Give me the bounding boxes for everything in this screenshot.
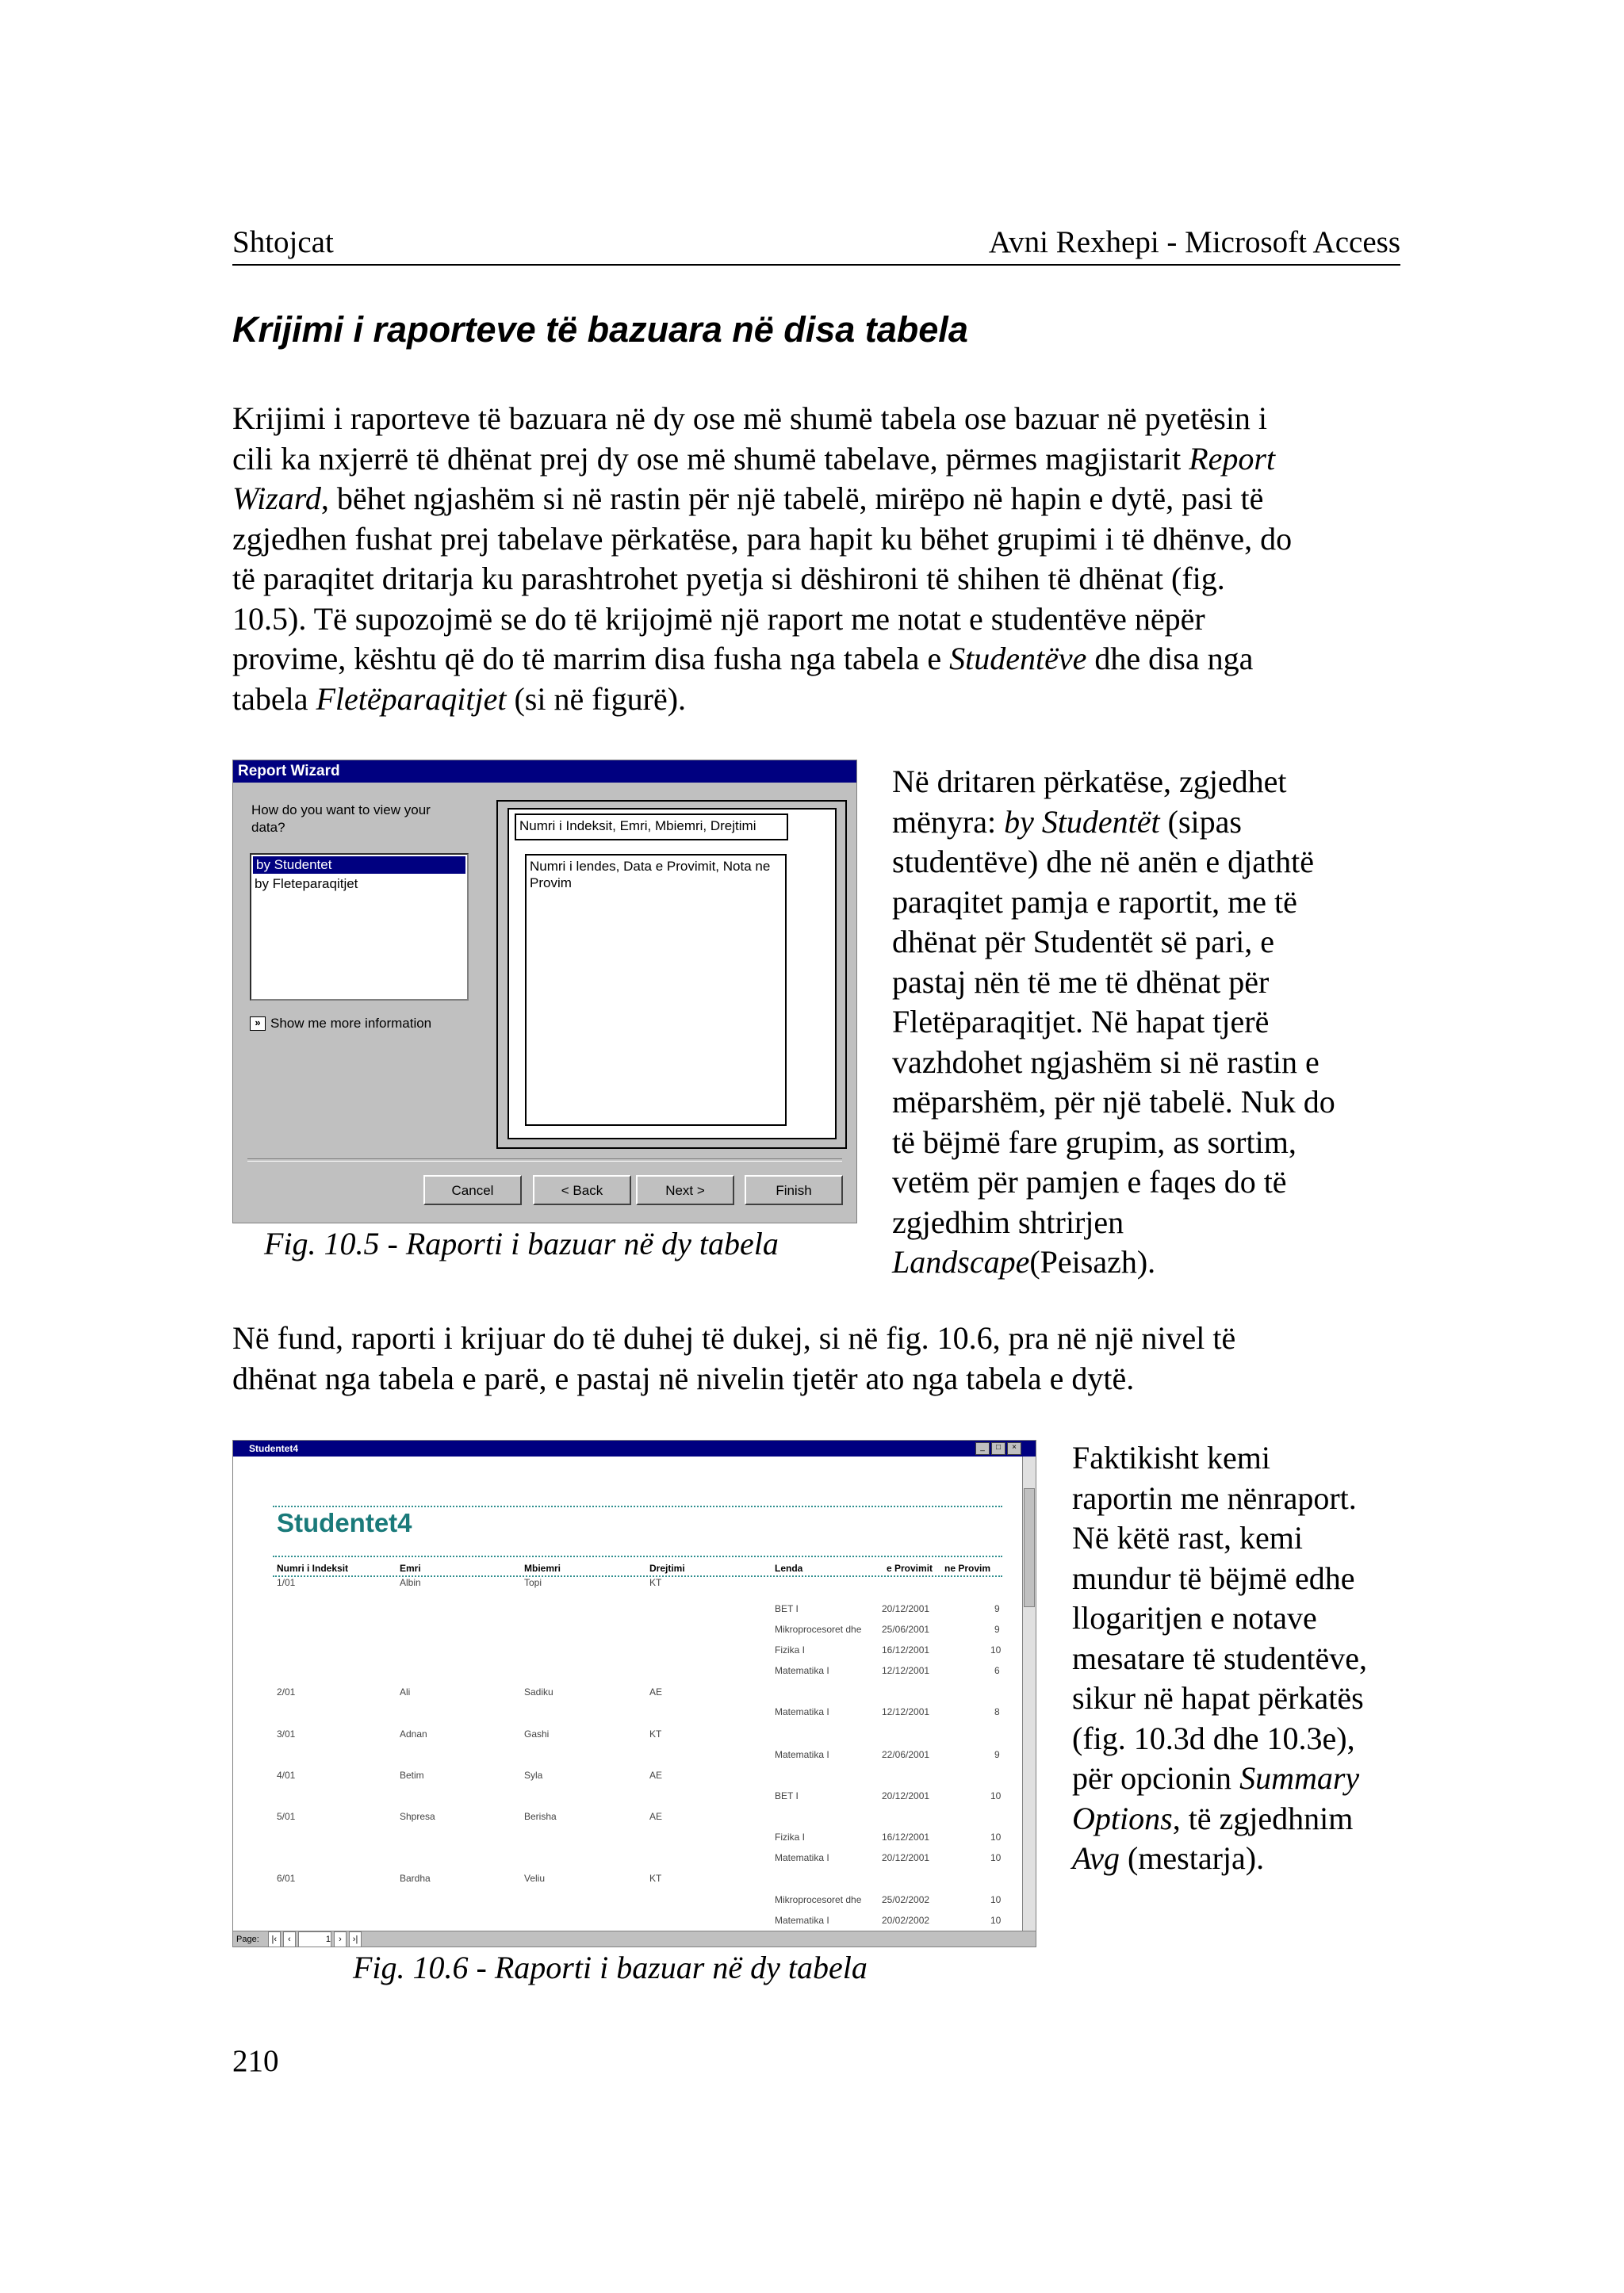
grade-data: 25/06/2001 xyxy=(882,1624,930,1635)
grade-nota: 10 xyxy=(990,1790,1002,1801)
side2-line: Options, të zgjedhnim xyxy=(1072,1800,1354,1836)
student-index: 1/01 xyxy=(277,1577,296,1588)
col-header-mbiemri: Mbiemri xyxy=(524,1563,561,1574)
side-text-2 xyxy=(1072,1438,1413,1879)
side1-line: Në dritaren përkatëse, zgjedhet xyxy=(892,764,1287,799)
preview-detail-fields: Numri i lendes, Data e Provimit, Nota ne Provim xyxy=(525,854,787,1126)
side1-line: studentëve) dhe në anën e djathtë xyxy=(892,844,1314,879)
student-emri: Adnan xyxy=(400,1728,427,1740)
para1-line: të paraqitet dritarja ku parashtrohet pyetja si dëshironi të shihen të dhënat (fig. xyxy=(232,561,1225,596)
figure-caption-10-5: Fig. 10.5 - Raporti i bazuar në dy tabela xyxy=(264,1226,779,1261)
minimize-icon[interactable]: _ xyxy=(975,1442,990,1455)
grade-nota: 9 xyxy=(994,1603,1000,1614)
student-mbiemri: Syla xyxy=(524,1770,543,1781)
side1-line: Fletëparaqitjet. Në hapat tjerë xyxy=(892,1004,1270,1039)
back-button[interactable]: < Back xyxy=(533,1175,631,1205)
grade-nota: 10 xyxy=(990,1894,1002,1905)
show-more-info-label: Show me more information xyxy=(270,1016,432,1031)
col-header-lenda: Lenda xyxy=(775,1563,803,1574)
wizard-question: How do you want to view your data? xyxy=(251,802,431,835)
running-header-right: Avni Rexhepi - Microsoft Access xyxy=(988,225,1400,259)
student-emri: Bardha xyxy=(400,1873,431,1884)
page-navigation-bar xyxy=(233,1931,1036,1947)
student-emri: Ali xyxy=(400,1686,411,1698)
para2-line: Në fund, raporti i krijuar do të duhej të dukej, si në fig. 10.6, pra në një nivel të xyxy=(232,1320,1236,1356)
student-mbiemri: Topi xyxy=(524,1577,542,1588)
side2-line: mundur të bëjmë edhe xyxy=(1072,1560,1355,1596)
grade-data: 16/12/2001 xyxy=(882,1832,930,1843)
side1-line: të bëjmë fare grupim, as sortim, xyxy=(892,1124,1297,1160)
grade-lenda: Mikroprocesoret dhe xyxy=(775,1894,862,1905)
grade-data: 20/12/2001 xyxy=(882,1790,930,1801)
grade-data: 12/12/2001 xyxy=(882,1706,930,1717)
grade-lenda: Matematika I xyxy=(775,1852,829,1863)
grade-nota: 9 xyxy=(994,1624,1000,1635)
expand-more-icon[interactable]: » xyxy=(250,1016,266,1031)
grade-lenda: BET I xyxy=(775,1603,799,1614)
grade-nota: 6 xyxy=(994,1665,1000,1676)
next-page-icon[interactable]: › xyxy=(334,1931,347,1947)
side-text-1 xyxy=(892,762,1415,1283)
preview-group-fields: Numri i Indeksit, Emri, Mbiemri, Drejtimi xyxy=(515,813,788,840)
student-index: 4/01 xyxy=(277,1770,296,1781)
option-by-fleteparaqitjet[interactable]: by Fleteparaqitjet xyxy=(255,876,358,891)
running-header-left: Shtojcat xyxy=(232,225,334,259)
student-drejtimi: KT xyxy=(649,1577,662,1588)
grade-nota: 9 xyxy=(994,1749,1000,1760)
grade-data: 20/02/2002 xyxy=(882,1915,930,1926)
para1-line: Wizard, bëhet ngjashëm si në rastin për një tabelë, mirëpo në hapin e dytë, pasi të xyxy=(232,480,1264,516)
grade-nota: 10 xyxy=(990,1852,1002,1863)
student-index: 2/01 xyxy=(277,1686,296,1698)
figure-caption-10-6: Fig. 10.6 - Raporti i bazuar në dy tabela xyxy=(353,1950,868,1985)
show-more-info[interactable] xyxy=(250,1016,431,1032)
cancel-button[interactable]: Cancel xyxy=(423,1175,522,1205)
side1-line: mënyra: by Studentët (sipas xyxy=(892,803,1242,840)
student-drejtimi: AE xyxy=(649,1811,663,1822)
para2-line: dhënat nga tabela e parë, e pastaj në nivelin tjetër ato nga tabela e dytë. xyxy=(232,1360,1135,1396)
student-index: 3/01 xyxy=(277,1728,296,1740)
student-drejtimi: KT xyxy=(649,1873,662,1884)
side1-line: pastaj nën të me të dhënat për xyxy=(892,963,1270,1000)
grade-lenda: Fizika I xyxy=(775,1832,806,1843)
side2-line: (fig. 10.3d dhe 10.3e), xyxy=(1072,1720,1355,1756)
side2-line: Faktikisht kemi xyxy=(1072,1440,1270,1476)
next-button[interactable]: Next > xyxy=(636,1175,734,1205)
side2-line: llogaritjen e notave xyxy=(1072,1600,1317,1636)
grade-lenda: Matematika I xyxy=(775,1665,829,1676)
col-header-index: Numri i Indeksit xyxy=(277,1563,349,1574)
report-heading: Studentet4 xyxy=(277,1508,412,1537)
grade-data: 16/12/2001 xyxy=(882,1644,930,1656)
col-header-drejtimi: Drejtimi xyxy=(649,1563,685,1574)
student-mbiemri: Veliu xyxy=(524,1873,546,1884)
para1-line: zgjedhen fushat prej tabelave përkatëse, para hapit ku bëhet grupimi i të dhënve, do xyxy=(232,520,1293,557)
vertical-scrollbar[interactable] xyxy=(1022,1457,1036,1932)
window-controls xyxy=(975,1442,1021,1455)
para1-line: 10.5). Të supozojmë se do të krijojmë një raport me notat e studentëve nëpër xyxy=(232,600,1205,637)
option-by-studentet[interactable]: by Studentet xyxy=(253,856,465,874)
grade-lenda: Matematika I xyxy=(775,1706,829,1717)
prev-page-icon[interactable]: ‹ xyxy=(283,1931,296,1947)
report-wizard-dialog xyxy=(232,760,857,1223)
report-title-bar: Studentet4 xyxy=(233,1441,1036,1457)
para1-line: provime, kështu që do të marrim disa fusha nga tabela e Studentëve dhe disa nga xyxy=(232,641,1254,676)
student-mbiemri: Berisha xyxy=(524,1811,557,1822)
student-emri: Shpresa xyxy=(400,1811,435,1822)
side2-line: sikur në hapat përkatës xyxy=(1072,1680,1364,1716)
grade-data: 22/06/2001 xyxy=(882,1749,930,1760)
maximize-icon[interactable]: □ xyxy=(991,1442,1005,1455)
grade-lenda: Matematika I xyxy=(775,1915,829,1926)
page-number-input[interactable]: 1 xyxy=(298,1931,331,1947)
side1-line: dhënat për Studentët së pari, e xyxy=(892,924,1275,959)
view-option-list[interactable] xyxy=(250,853,469,1001)
first-page-icon[interactable]: |‹ xyxy=(268,1931,281,1947)
col-header-data: e Provimit xyxy=(887,1563,933,1574)
para1-line: tabela Fletëparaqitjet (si në figurë). xyxy=(232,680,687,717)
student-emri: Betim xyxy=(400,1770,424,1781)
grade-data: 20/12/2001 xyxy=(882,1603,930,1614)
grade-nota: 10 xyxy=(990,1832,1002,1843)
student-mbiemri: Gashi xyxy=(524,1728,550,1740)
side1-line: vazhdohet ngjashëm si në rastin e xyxy=(892,1043,1320,1080)
grade-lenda: BET I xyxy=(775,1790,799,1801)
grade-lenda: Mikroprocesoret dhe xyxy=(775,1624,862,1635)
grade-data: 20/12/2001 xyxy=(882,1852,930,1863)
section-title: Krijimi i raporteve të bazuara në disa tabela xyxy=(232,309,968,350)
grade-data: 25/02/2002 xyxy=(882,1894,930,1905)
col-header-nota: ne Provim xyxy=(944,1563,991,1574)
close-icon[interactable]: × xyxy=(1007,1442,1021,1455)
side1-line: zgjedhim shtrirjen xyxy=(892,1204,1124,1240)
grade-lenda: Matematika I xyxy=(775,1749,829,1760)
side2-line: Avg (mestarja). xyxy=(1072,1840,1265,1876)
side1-line: mëparshëm, për një tabelë. Nuk do xyxy=(892,1084,1335,1120)
wizard-separator xyxy=(247,1158,842,1162)
student-drejtimi: AE xyxy=(649,1686,663,1698)
page-label: Page: xyxy=(236,1935,259,1944)
student-emri: Albin xyxy=(400,1577,421,1588)
wizard-title-bar: Report Wizard xyxy=(233,760,856,783)
dotted-rule xyxy=(273,1506,1002,1507)
side1-line: Landscape(Peisazh). xyxy=(892,1244,1156,1280)
grade-lenda: Fizika I xyxy=(775,1644,806,1656)
grade-nota: 10 xyxy=(990,1644,1002,1656)
grade-nota: 8 xyxy=(994,1706,1000,1717)
side2-line: raportin me nënraport. xyxy=(1072,1480,1357,1516)
paragraph-1 xyxy=(232,399,1406,719)
student-mbiemri: Sadiku xyxy=(524,1686,553,1698)
student-index: 6/01 xyxy=(277,1873,296,1884)
col-header-emri: Emri xyxy=(400,1563,421,1574)
student-index: 5/01 xyxy=(277,1811,296,1822)
para1-line: Krijimi i raporteve të bazuara në dy ose më shumë tabela ose bazuar në pyetësin i xyxy=(232,400,1268,436)
side2-line: për opcionin Summary xyxy=(1072,1760,1360,1796)
scroll-thumb[interactable] xyxy=(1024,1488,1035,1607)
grade-nota: 10 xyxy=(990,1915,1002,1926)
side1-line: paraqitet pamja e raportit, me të xyxy=(892,883,1297,920)
side1-line: vetëm për pamjen e faqes do të xyxy=(892,1164,1287,1200)
dotted-rule xyxy=(273,1575,1002,1577)
side2-line: mesatare të studentëve, xyxy=(1072,1640,1368,1676)
header-rule xyxy=(232,264,1400,266)
paragraph-2 xyxy=(232,1319,1406,1399)
dotted-rule xyxy=(273,1556,1002,1557)
student-drejtimi: AE xyxy=(649,1770,663,1781)
last-page-icon[interactable]: ›| xyxy=(349,1931,362,1947)
page-number: 210 xyxy=(232,2044,279,2078)
finish-button[interactable]: Finish xyxy=(745,1175,843,1205)
report-window xyxy=(232,1440,1036,1947)
para1-line: cili ka nxjerrë të dhënat prej dy ose më shumë tabelave, përmes magjistarit Report xyxy=(232,440,1276,477)
student-drejtimi: KT xyxy=(649,1728,662,1740)
grade-data: 12/12/2001 xyxy=(882,1665,930,1676)
side2-line: Në këtë rast, kemi xyxy=(1072,1520,1303,1556)
